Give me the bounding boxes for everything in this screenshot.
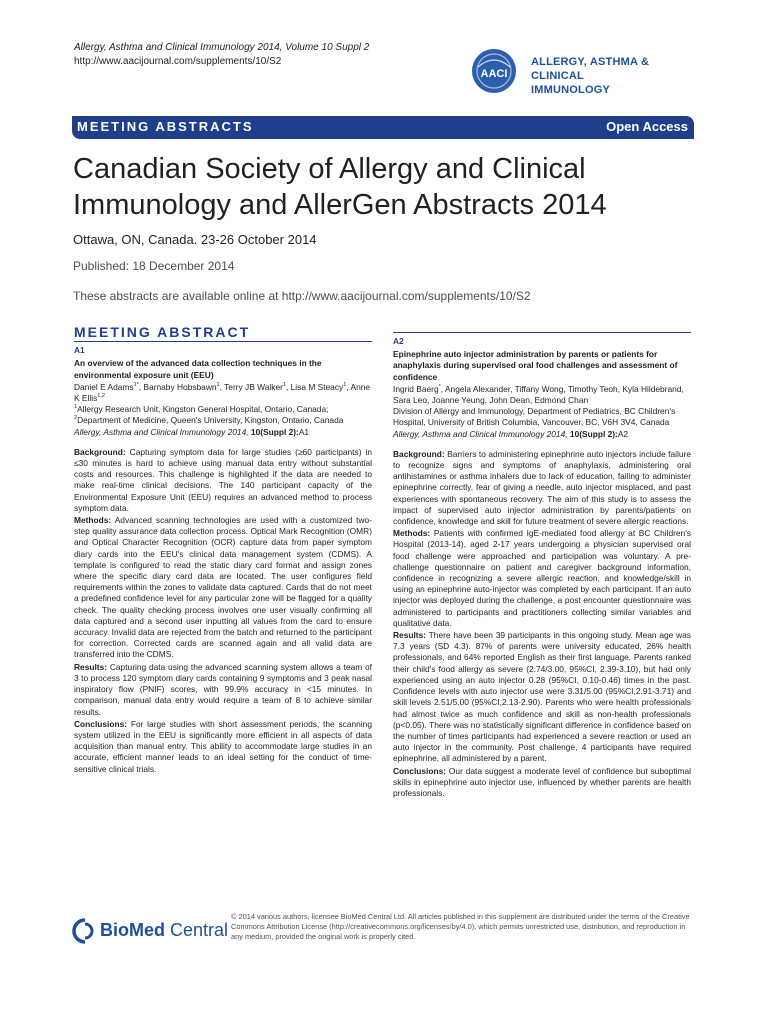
- journal-name-line2: IMMUNOLOGY: [531, 84, 610, 96]
- publisher-name: BioMed Central: [100, 920, 229, 940]
- methods-paragraph: Methods: Advanced scanning technologies are used with a customized two-step quality assurance data collection process. Optical Mark Recognition (OMR) and Optical Character Recognition (OCR) capture data from paper symptom diary cards into the EEU's clinical data management system (CDMS). A template is configured to read the static diary card format and assign zones where the specific diary card data are located. The user configures field requirements within the zones to validate data captured. Cards that do not meet a predefined confidence level for any particular zone will be flagged for a quality check. The quality checking process involves one user visually confirming all data captured and a second user inputting all values from the card to ensure accuracy. Invalid data are rejected from the batch and returned to the participant for correction. Corrected cards are scanned again and all valid data are transferred into the CDMS.: [74, 515, 372, 660]
- section-heading: MEETING ABSTRACT: [74, 324, 251, 340]
- biomed-central-logo-icon: [72, 918, 98, 944]
- background-paragraph: Background: Capturing symptom data for large studies (≥60 participants) in ≤30 minutes is hard to achieve using manual data entry without substantial costs and resources. This challenge is highlighted if the data are needed to make real-time clinical decisions. The 140 participant capacity of the Environmental Exposure Unit (EEU) requires an advanced method to process symptom data.: [74, 446, 372, 513]
- logo-badge-text: AACI: [480, 68, 508, 80]
- abstract-title: Epinephrine auto injector administration by parents or patients for anaphylaxis during supervised oral food challenges and assessment of confidence: [393, 349, 678, 382]
- abstract-authors: Ingrid Baerg*, Angela Alexander, Tiffany Wong, Timothy Teoh, Kyla Hildebrand, Sara Leo, Joanne Yeung, John Dean, Edmond Chan: [393, 383, 684, 406]
- title-line2: Immunology and AllerGen Abstracts 2014: [73, 189, 607, 221]
- journal-citation-line: Allergy, Asthma and Clinical Immunology 2014, Volume 10 Suppl 2: [74, 42, 370, 53]
- meeting-location: Ottawa, ON, Canada. 23-26 October 2014: [73, 232, 317, 247]
- conclusions-paragraph: Conclusions: Our data suggest a moderate level of confidence but suboptimal skills in epinephrine auto injector use, influenced by whether parents are health professionals.: [393, 765, 691, 798]
- abstract-authors: Daniel E Adams$^{1*}$, Barnaby Hobsbawn$^1$, Terry JB Walker$^1$, Lisa M Steacy$^1$, Anne K Ellis$^{1,2}$: [74, 381, 371, 404]
- background-paragraph: Background: Barriers to administering epinephrine auto injectors include failure to recognize signs and symptoms of anaphylaxis, administering oral antihistamines or asthma inhalers due to lack of education, failing to administer epinephrine correctly, fear of giving a needle, auto injector misplaced, and past experiences with spontaneous recovery. The aim of this study is to assess the impact of supervised auto injector administration by parents/patients on confidence, knowledge and skill for future treatment of severe allergic reactions.: [393, 448, 691, 527]
- affiliation: Division of Allergy and Immunology, Department of Pediatrics, BC Children's Hospital, University of British Columbia, Vancouver, BC, V6H 3V4, Canada: [393, 406, 676, 428]
- journal-header: [74, 41, 369, 69]
- page-footer: [72, 912, 694, 952]
- right-column: [393, 332, 691, 800]
- journal-name: [531, 55, 700, 97]
- abstract-citation: Allergy, Asthma and Clinical Immunology 2014, 10(Suppl 2):A2: [393, 428, 629, 439]
- journal-name-line1: ALLERGY, ASTHMA & CLINICAL: [531, 56, 650, 82]
- abstract-id: A1: [74, 345, 85, 356]
- conclusions-paragraph: Conclusions: For large studies with short assessment periods, the scanning system utilized in the EEU is significantly more efficient in all aspects of data acquisition than manual entry. This ability to accommodate large studies in an accurate, efficient manner leads to an ideal setting for the conduct of time-sensitive clinical trials.: [74, 718, 372, 774]
- journal-logo: [470, 47, 700, 95]
- availability-note: These abstracts are available online at http://www.aacijournal.com/supplements/10/S2: [73, 289, 531, 303]
- section-banner: [72, 116, 694, 139]
- banner-open-access: Open Access: [606, 119, 688, 134]
- section-rule: [74, 341, 372, 342]
- journal-url[interactable]: http://www.aacijournal.com/supplements/10/S2: [74, 56, 282, 67]
- left-column: [74, 324, 372, 776]
- abstract-id: A2: [393, 336, 404, 346]
- title-line1: Canadian Society of Allergy and Clinical: [73, 153, 586, 185]
- abstract-citation: Allergy, Asthma and Clinical Immunology 2014, 10(Suppl 2):A1: [74, 426, 310, 437]
- results-paragraph: Results: There have been 39 participants in this ongoing study. Mean age was 7.3 years (SD 4.3). 87% of parents were university educated, 26% health professionals, and 64% reported English as their first language. Parents ranked their child's food allergy as severe (2.74/3.00, 95%CI, 2.39-3.10), but had only experienced using an auto injector 0.28 (95%CI, 0.10-0.46) times in the past. Confidence levels with auto injector use were 3.31/5.00 (95%CI,2.91-3.71) and skill levels 2.51/5.00 (95%CI,2.13-2.90). Parents who were health professionals had almost twice as much confidence and skill as non-health professionals (p<0.05). There was no statistically significant difference in confidence based on the number of times participants had experienced a severe reaction or used an auto injector in the community. Post challenge, 4 participants have required epinephrine, all administered by a parent.: [393, 630, 691, 764]
- published-date: Published: 18 December 2014: [73, 259, 235, 273]
- affiliation-1: $^1$Allergy Research Unit, Kingston General Hospital, Ontario, Canada;: [74, 404, 329, 415]
- results-paragraph: Results: Capturing data using the advanced scanning system allows a team of 3 to process 120 symptom diary cards containing 9 symptoms and 3 peak nasal inspiratory flow (PNIF) scores, with 99.9% accuracy in <15 minutes. In comparison, manual data entry would require a team of 8 to achieve similar results.: [74, 661, 372, 717]
- banner-meeting-abstracts: MEETING ABSTRACTS: [77, 119, 254, 134]
- abstract-title: An overview of the advanced data collection techniques in the environmental exposure unit (EEU): [74, 358, 322, 380]
- page-title: [73, 151, 693, 223]
- aaci-logo-icon: [470, 47, 522, 95]
- affiliation-2: $^2$Department of Medicine, Queen's University, Kingston, Ontario, Canada: [74, 415, 344, 426]
- methods-paragraph: Methods: Patients with confirmed IgE-mediated food allergy at BC Children's Hospital (2013-14), aged 2-17 years undergoing a physician supervised oral food challenge were approached and participation was voluntary. A pre- challenge questionnaire on patient and caregiver background information, confidence in recognizing a severe allergic reaction, and knowledge/skill in using an epinephrine auto-injector was completed by each participant. If an auto injector was deployed during the challenge, a post encounter questionnaire was administered to participants and practitioners collecting similar variables and qualitative data.: [393, 528, 691, 628]
- section-rule: [393, 332, 691, 333]
- license-notice: © 2014 various authors, licensee BioMed Central Ltd. All articles published in this supplement are distributed under the terms of the Creative Commons Attribution License (http://creativecommons.org/licenses/by/4.0), which permits unrestricted use, distribution, and reproduction in any medium, provided the original work is properly cited.: [231, 912, 690, 942]
